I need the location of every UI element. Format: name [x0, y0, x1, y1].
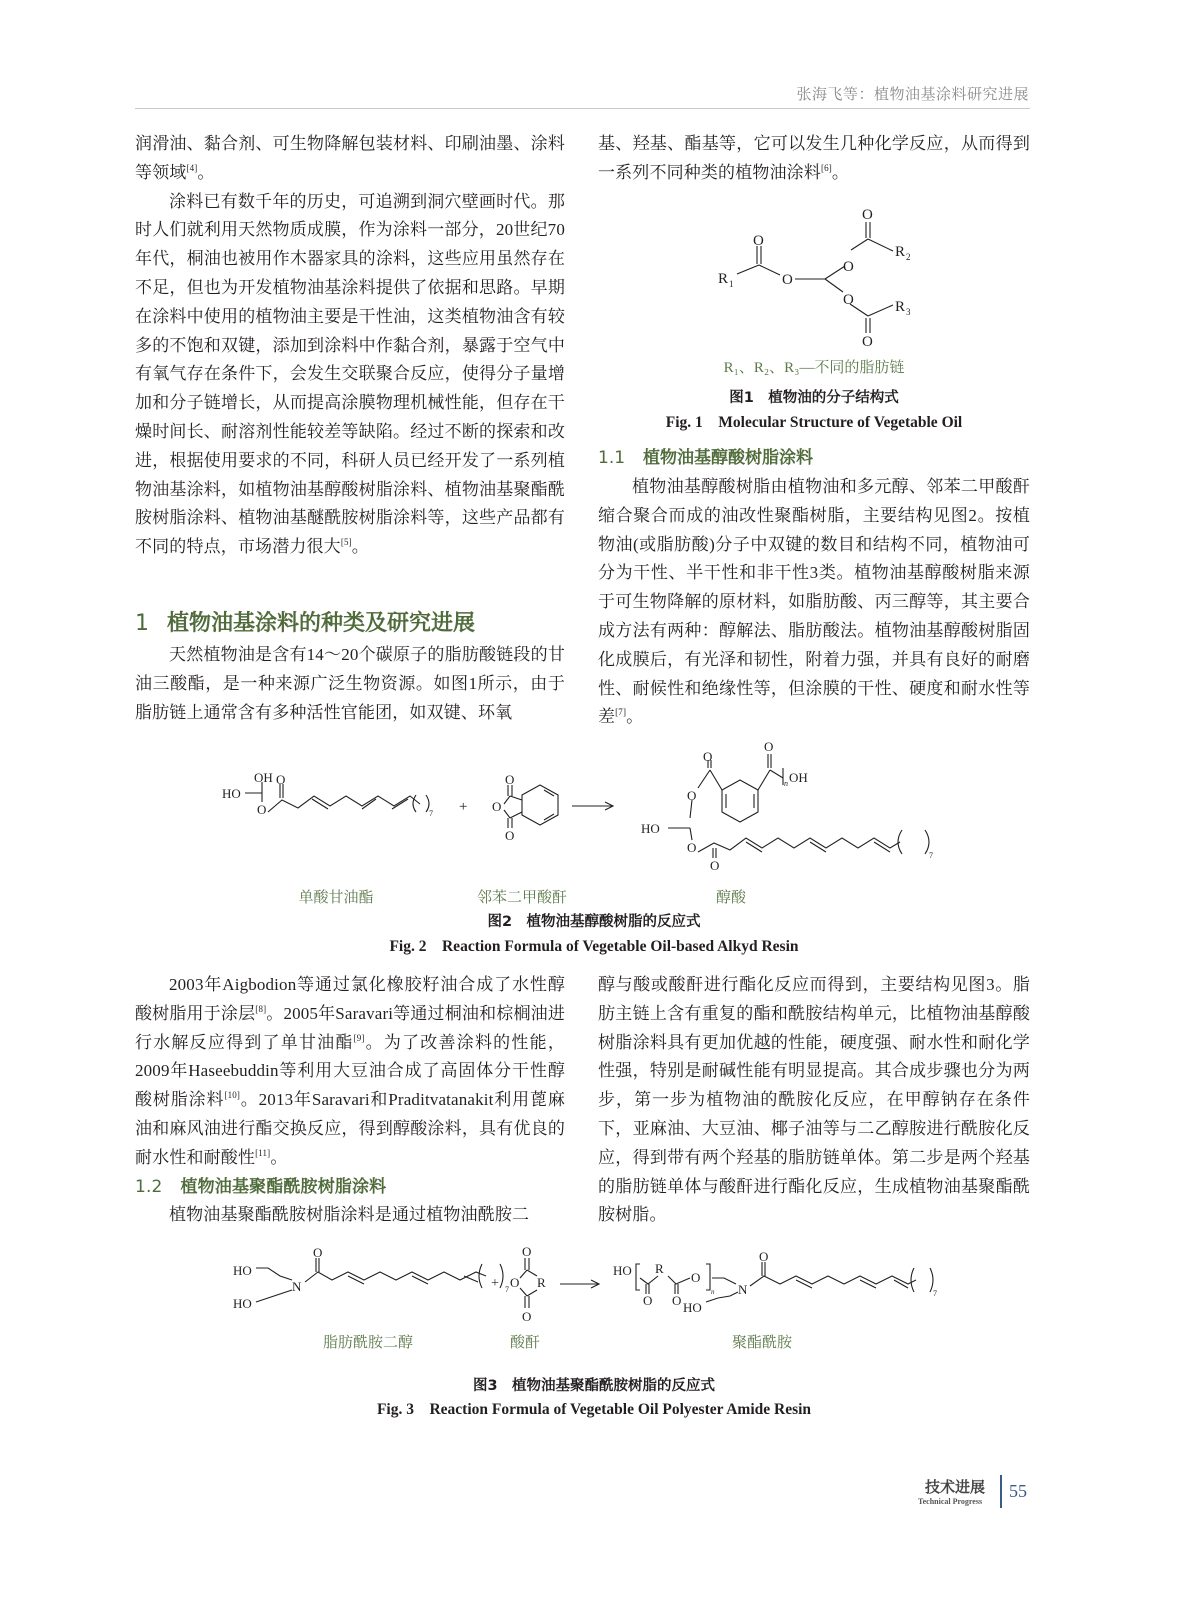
atom-label: O [505, 772, 515, 787]
paragraph: 涂料已有数千年的历史，可追溯到洞穴壁画时代。那时人们就利用天然物质成膜，作为涂料一部分，20世纪70年代，桐油也被用作木器家具的涂料，这些应用虽然存在不足，但也为开发植物油基涂料提供了依据和思路。早期在涂料中使用的植物油主要是干性油，这类植物油含有较多的不饱和双键，添加到涂料中作黏合剂，暴露于空气中有氧气存在条件下，会发生交联聚合反应，使得分子量增加和分子链增长，从而提高涂膜物理机械性能，但存在干燥时间长、耐溶剂性能较差等缺陷。经过不断的探索和改进，根据使用要求的不同，科研人员已经开发了一系列植物油基涂料，如植物油基醇酸树脂涂料、植物油基聚酯酰胺树脂涂料、植物油基醚酰胺树脂涂料等，这些产品都有不同的特点，市场潜力很大[5]。 [135, 191, 565, 557]
atom-label: n [784, 779, 788, 788]
citation[interactable]: [6] [820, 162, 832, 173]
atom-label: HO [613, 1263, 632, 1278]
atom-label: R [537, 1275, 546, 1290]
atom-label: R [895, 299, 906, 315]
header-rule [135, 108, 1030, 109]
section-heading-1-1: 1.1 植物油基醇酸树脂涂料 [598, 448, 814, 468]
atom-label: O [313, 1245, 323, 1260]
figure-1-caption-cn: 图1 植物油的分子结构式 [729, 390, 899, 406]
plus-sign: + [491, 1276, 499, 1291]
atom-label: O [510, 1275, 520, 1290]
atom-label: N [292, 1279, 302, 1294]
paragraph: 润滑油、黏合剂、可生物降解包装材料、印刷油墨、涂料等领域[4]。 [135, 134, 565, 182]
figure-legend: R₁、R₂、R₃—不同的脂肪链 [723, 360, 905, 376]
footer-section-en: Technical Progress [918, 1497, 983, 1506]
paragraph: 醇与酸或酸酐进行酯化反应而得到，主要结构见图3。脂肪主链上含有重复的酯和酰胺结构单元，比植物油基醇酸树脂涂料具有更加优越的性能，硬度强、耐水性和耐化学性强，特别是耐碱性能有明显提高。其合成步骤也分为两步，第一步为植物油的酰胺化反应，在甲醇钠存在条件下，亚麻油、大豆油、椰子油等与二乙醇胺进行酰胺化反应，得到带有两个羟基的脂肪链单体。第二步是两个羟基的脂肪链单体与酸酐进行酯化反应，生成植物油基聚酯酰胺树脂。 [598, 975, 1030, 1225]
citation[interactable]: [10] [224, 1090, 241, 1101]
atom-label: O [257, 802, 267, 817]
atom-label: O [687, 788, 697, 803]
paragraph: 基、羟基、酯基等，它可以发生几种化学反应，从而得到一系列不同种类的植物油涂料[6]。 [598, 134, 1030, 182]
citation[interactable]: [9] [353, 1032, 365, 1043]
atom-label: HO [233, 1296, 252, 1311]
citation[interactable]: [11] [255, 1147, 271, 1158]
left-column-section1 [135, 641, 565, 727]
section-heading-1-2: 1.2 植物油基聚酯酰胺树脂涂料 [135, 1176, 387, 1197]
page-number: 55 [1009, 1481, 1027, 1501]
figure-1-structure [598, 195, 1030, 385]
bonds [245, 754, 929, 858]
atom-label: n [711, 1288, 715, 1296]
figure-3-caption-cn: 图3 植物油基聚酯酰胺树脂的反应式 [472, 1378, 716, 1394]
atom-label: O [691, 1270, 701, 1285]
paragraph: 植物油基醇酸树脂由植物油和多元醇、邻苯二甲酸酐缩合聚合而成的油改性聚酯树脂，主要结构见图2。按植物油(或脂肪酸)分子中双键的数目和结构不同，植物油可分为干性、半干性和非干性3类。植物油基醇酸树脂来源于可生物降解的原材料，如脂肪酸、丙三醇等，其主要合成方法有两种：醇解法、脂肪酸法。植物油基醇酸树脂固化成膜后，有光泽和韧性，附着力强，并具有良好的耐磨性、耐候性和绝缘性等，但涂膜的干性、硬度和耐水性等差[7]。 [598, 477, 1030, 727]
figure-2-reaction [200, 735, 960, 910]
atom-label: 7 [933, 1289, 937, 1298]
atom-label: O [505, 828, 515, 843]
atom-label: O [276, 772, 286, 787]
atom-label: N [738, 1282, 748, 1297]
atom-label: O [687, 840, 697, 855]
atom-label: 7 [429, 809, 433, 818]
atom-label: O [710, 858, 720, 873]
atom-label: 2 [906, 252, 911, 262]
footer-divider [1000, 1475, 1002, 1508]
atom-label: O [672, 1293, 682, 1308]
atom-label: 7 [929, 851, 933, 860]
section-heading-1: 1 植物油基涂料的种类及研究进展 [135, 611, 476, 636]
figure-1-caption-en: Fig. 1 Molecular Structure of Vegetable Oil [665, 414, 963, 431]
atom-label: O [703, 749, 713, 764]
atom-label: O [643, 1293, 653, 1308]
atom-label: O [522, 1309, 532, 1324]
atom-label: O [522, 1244, 532, 1259]
left-column-bottom [135, 971, 565, 1230]
bonds [256, 1258, 933, 1308]
compound-label: 聚酯酰胺 [731, 1335, 793, 1351]
atom-label: 1 [729, 279, 734, 289]
atom-label: O [843, 292, 854, 308]
running-header: 张海飞等：植物油基涂料研究进展 [796, 85, 1029, 103]
right-column-section11 [598, 473, 1030, 732]
atom-label: O [862, 334, 873, 350]
paragraph: 2003年Aigbodion等通过氯化橡胶籽油合成了水性醇酸树脂用于涂层[8]。2005年Saravari等通过桐油和棕榈油进行水解反应得到了单甘油酯[9]。为了改善涂料的性能，2009年Haseebuddin等利用大豆油合成了高固体分干性醇酸树脂涂料[10]。2013年Saravari和Praditvatanakit利用蓖麻油和麻风油进行酯交换反应，得到醇酸涂料，具有优良的耐水性和耐酸性[11]。 [135, 975, 566, 1167]
atom-label: O [843, 259, 854, 275]
paragraph: 植物油基聚酯酰胺树脂涂料是通过植物油酰胺二 [169, 1205, 530, 1225]
atom-label: HO [641, 821, 660, 836]
citation[interactable]: [4] [186, 162, 198, 173]
atom-label: 3 [906, 307, 911, 317]
citation[interactable]: [5] [340, 537, 352, 548]
figure-3-reaction [220, 1240, 960, 1355]
atom-label: R [718, 271, 729, 287]
citation[interactable]: [8] [255, 1003, 267, 1014]
atom-label: O [862, 207, 873, 223]
atom-label: R [655, 1261, 664, 1276]
citation[interactable]: [7] [615, 707, 627, 718]
atom-label: HO [233, 1263, 252, 1278]
paragraph: 天然植物油是含有14～20个碳原子的脂肪酸链段的甘油三酸酯，是一种来源广泛生物资源。如图1所示，由于脂肪链上通常含有多种活性官能团，如双键、环氧 [135, 645, 565, 722]
atom-label: OH [789, 770, 808, 785]
figure-2-caption-en: Fig. 2 Reaction Formula of Vegetable Oil-based Alkyd Resin [389, 938, 799, 955]
plus-sign: + [459, 799, 468, 815]
right-column-bottom [598, 971, 1030, 1230]
compound-label: 醇酸 [715, 890, 747, 906]
atom-label: O [759, 1249, 769, 1264]
compound-label: 酸酐 [509, 1335, 541, 1351]
atom-label: O [753, 233, 764, 249]
compound-label: 单酸甘油酯 [298, 890, 374, 906]
figure-3-caption-en: Fig. 3 Reaction Formula of Vegetable Oil Polyester Amide Resin [376, 1401, 812, 1418]
figure-2-caption-cn: 图2 植物油基醇酸树脂的反应式 [487, 914, 701, 930]
atom-label: O [764, 739, 774, 754]
atom-label: OH [254, 770, 273, 785]
atom-label: O [782, 272, 793, 288]
compound-label: 邻苯二甲酸酐 [476, 890, 568, 906]
atom-label: HO [222, 786, 241, 801]
left-column-top [135, 130, 565, 562]
right-column-top [598, 130, 1030, 188]
footer-section: 技术进展 [925, 1478, 986, 1496]
compound-label: 脂肪酰胺二醇 [322, 1335, 414, 1351]
atom-label: HO [683, 1300, 702, 1315]
atom-label: O [492, 799, 502, 814]
atom-label: R [895, 244, 906, 260]
atom-label: 7 [505, 1285, 509, 1294]
